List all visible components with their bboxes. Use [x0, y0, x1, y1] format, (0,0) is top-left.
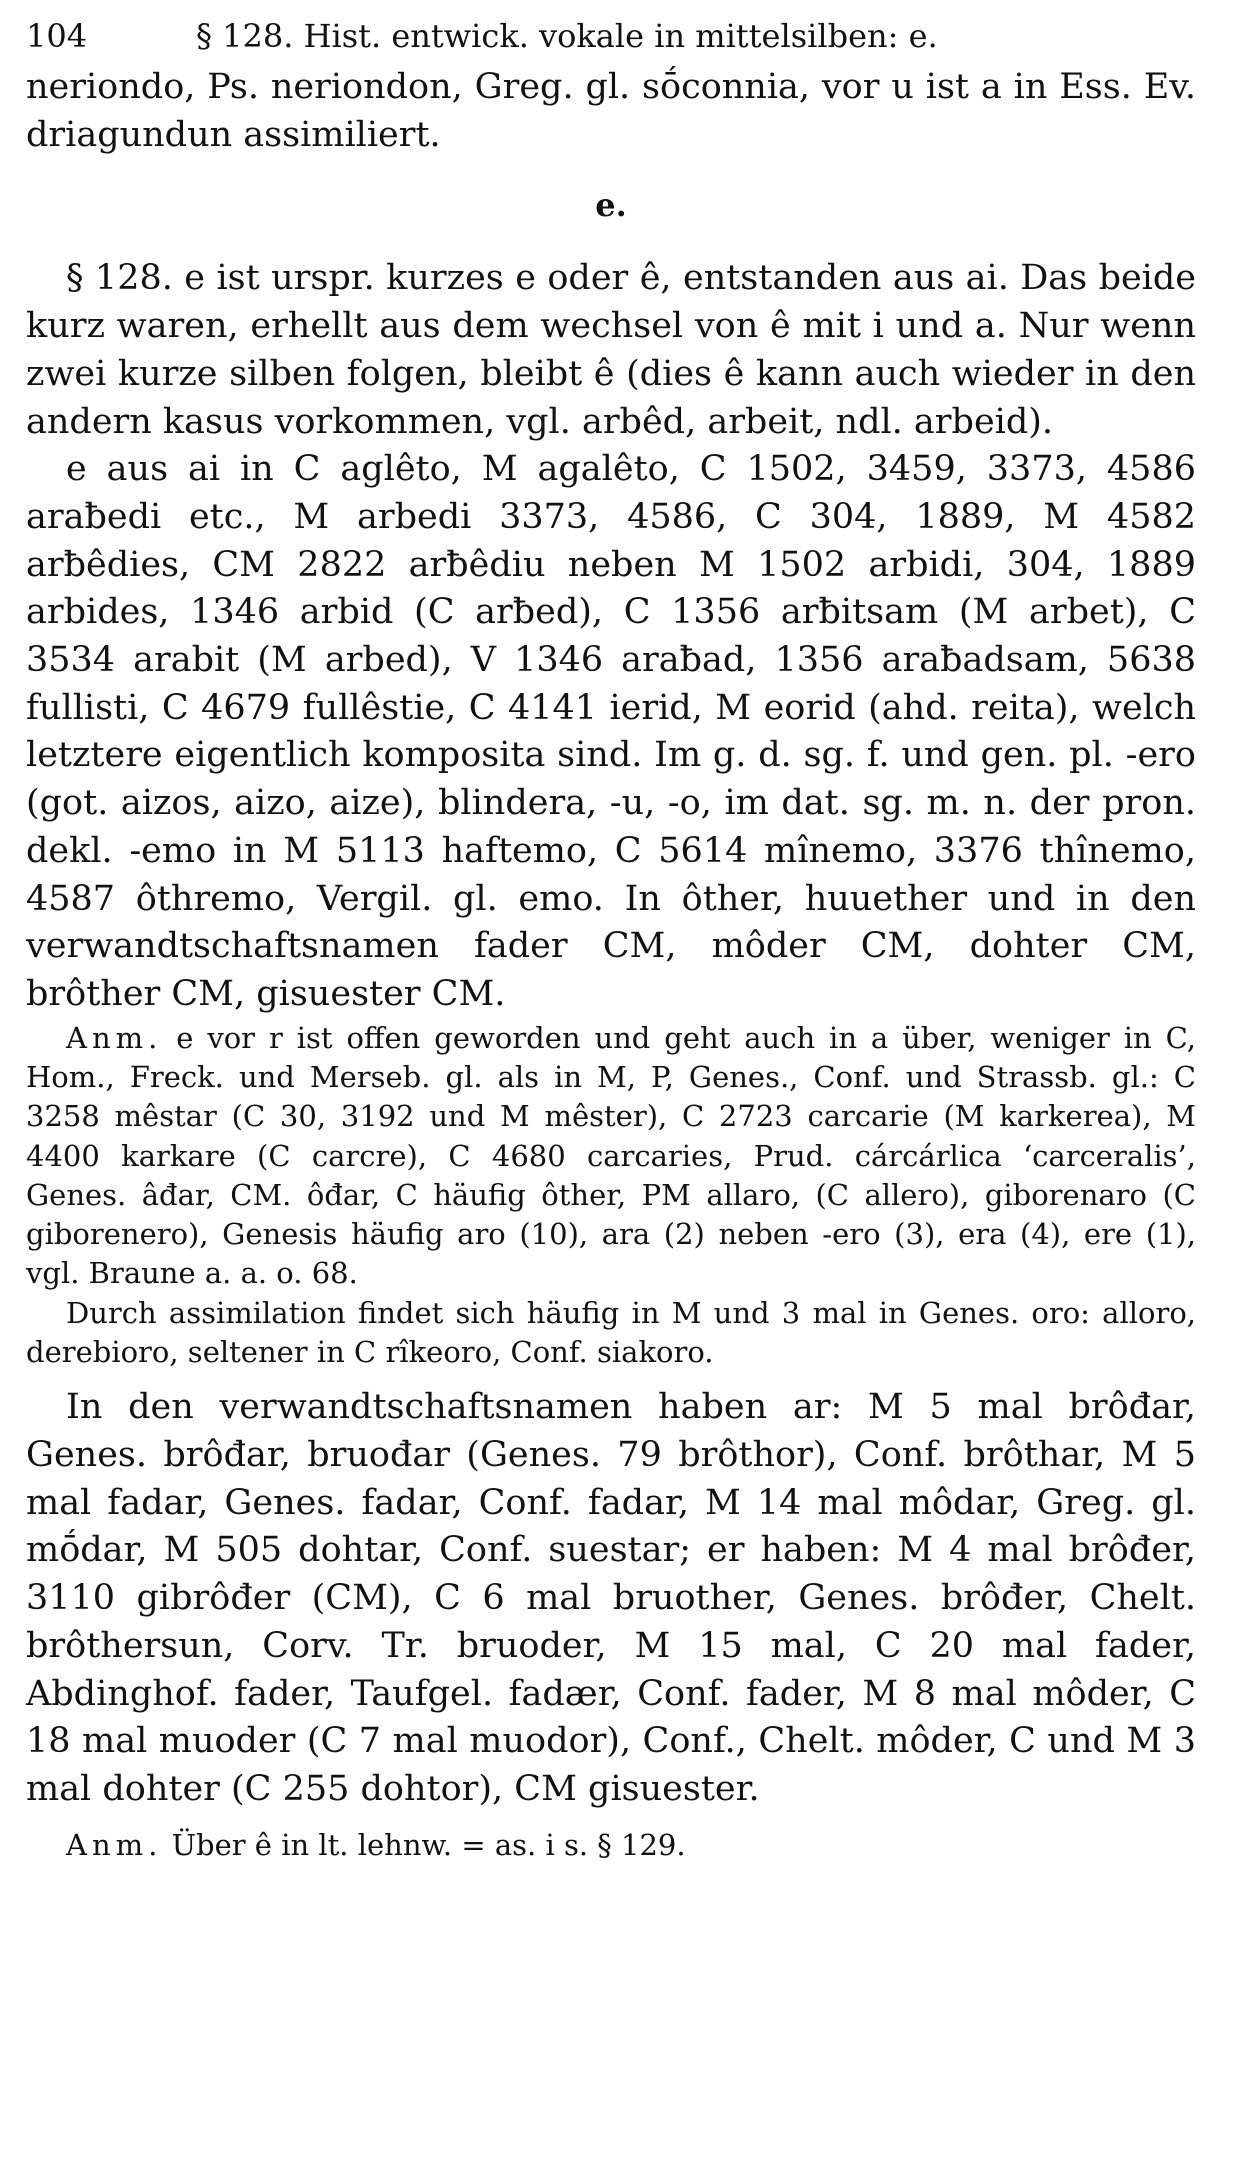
page-number: 104 [26, 17, 88, 55]
paragraph-verwandtschaftsnamen: In den verwandtschaftsnamen haben ar: M 5 mal brôđar, Genes. brôđar, bruođar (Genes. 79 brôthor), Conf. brôthar, M 5 mal fadar, Genes. fadar, Conf. fadar, M 14 mal môdar, Greg. gl. mṓdar, M 505 dohtar, Conf. suestar; er haben: M 4 mal brôđer, 3110 gibrôđer (CM), C 6 mal bruother, Genes. brôđer, Chelt. brôthersun, Corv. Tr. bruoder, M 15 mal, C 20 mal fader, Abdinghof. fader, Taufgel. fadær, Conf. fader, M 8 mal môder, C 18 mal muoder (C 7 mal muodor), Conf., Chelt. môder, C und M 3 mal dohter (C 255 dohtor), CM gisuester. [26, 1387, 1196, 1809]
book-page [26, 14, 1196, 1865]
page-header [26, 14, 1196, 64]
paragraph-128: § 128. e ist urspr. kurzes e oder ê, entstanden aus ai. Das beide kurz waren, erhellt aus dem wechsel von ê mit i und a. Nur wenn zwei kurze silben folgen, bleibt ê (dies ê kann auch wieder in den andern kasus vorkommen, vgl. arbêd, arbeit, ndl. arbeid). [26, 258, 1196, 442]
section-heading: e. [595, 186, 627, 225]
annotation-1-label: Anm. [66, 1020, 163, 1055]
paragraph-e-aus-ai: e aus ai in C aglêto, M agalêto, C 1502, 3459, 3373, 4586 araƀedi etc., M arbedi 3373, 4586, C 304, 1889, M 4582 arƀêdies, CM 2822 arƀêdiu neben M 1502 arbidi, 304, 1889 arbides, 1346 arbid (C arƀed), C 1356 arƀitsam (M arbet), C 3534 arabit (M arbed), V 1346 araƀad, 1356 araƀadsam, 5638 fullisti, C 4679 fullêstie, C 4141 ierid, M eorid (ahd. reita), welch letztere eigentlich komposita sind. Im g. d. sg. f. und gen. pl. -ero (got. aizos, aizo, aize), blindera, -u, -o, im dat. sg. m. n. der pron. dekl. -emo in M 5113 haftemo, C 5614 mînemo, 3376 thînemo, 4587 ôthremo, Vergil. gl. emo. In ôther, huuether und in den verwandtschaftsnamen fader CM, môder CM, dohter CM, brôther CM, gisuester CM. [26, 449, 1196, 1014]
annotation-1-continuation: Durch assimilation findet sich häufig in M und 3 mal in Genes. oro: alloro, derebioro, seltener in C rîkeoro, Conf. siakoro. [26, 1295, 1196, 1370]
running-title: § 128. Hist. entwick. vokale in mittelsilben: e. [196, 17, 938, 55]
intro-paragraph: neriondo, Ps. neriondon, Greg. gl. sṓconnia, vor u ist a in Ess. Ev. driagundun assimiliert. [26, 67, 1196, 155]
annotation-2-label: Anm. [66, 1827, 163, 1862]
annotation-1 [26, 1019, 1196, 1294]
annotation-2 [26, 1826, 1196, 1865]
annotation-2-text: Über ê in lt. lehnw. = as. i s. § 129. [171, 1827, 686, 1862]
annotation-1-text: e vor r ist offen geworden und geht auch in a über, weniger in C, Hom., Freck. und Merseb. gl. als in M, P, Genes., Conf. und Strassb. gl.: C 3258 mêstar (C 30, 3192 und M mêster), C 2723 carcarie (M karkerea), M 4400 karkare (C carcre), C 4680 carcaries, Prud. cárcárlica ‘carceralis’, Genes. âđar, CM. ôđar, C häufig ôther, PM allaro, (C allero), giborenaro (C giborenero), Genesis häufig aro (10), ara (2) neben -ero (3), era (4), ere (1), vgl. Braune a. a. o. 68. [26, 1020, 1197, 1291]
